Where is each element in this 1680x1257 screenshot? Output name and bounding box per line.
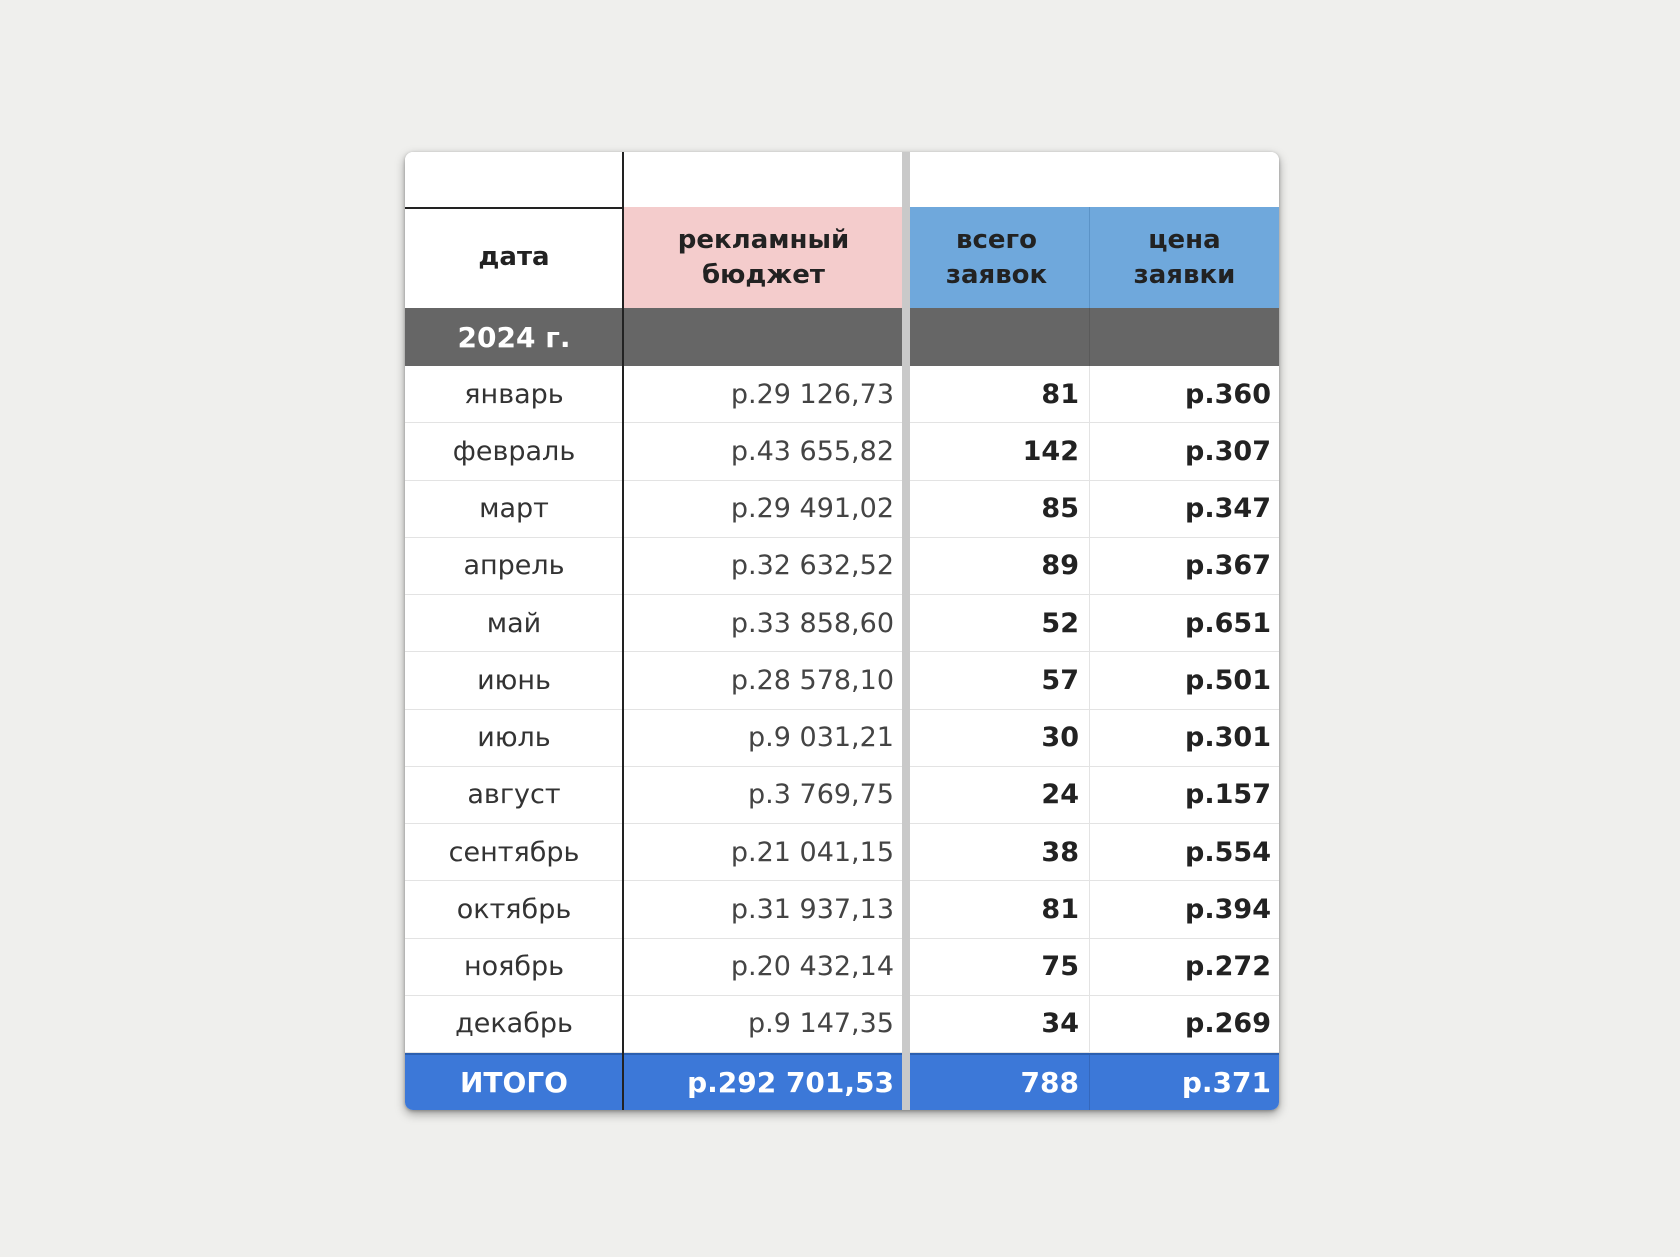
- budget-cell[interactable]: р.29 491,02: [730, 493, 894, 525]
- month-cell[interactable]: февраль: [452, 435, 576, 467]
- month-cell[interactable]: июль: [477, 722, 551, 754]
- table-row: [405, 481, 1279, 538]
- price-cell[interactable]: р.301: [1089, 710, 1279, 766]
- leads-cell[interactable]: 38: [1041, 836, 1079, 868]
- price-cell[interactable]: р.347: [1089, 481, 1279, 537]
- header-date-label: дата: [478, 242, 550, 272]
- month-cell[interactable]: март: [479, 493, 549, 525]
- table-row: [405, 767, 1279, 824]
- table-row: [405, 881, 1279, 938]
- header-date[interactable]: [405, 207, 623, 308]
- table-row: [405, 423, 1279, 480]
- price-cell[interactable]: р.651: [1089, 595, 1279, 651]
- price-cell[interactable]: р.360: [1089, 366, 1279, 422]
- header-leads[interactable]: [904, 207, 1089, 308]
- leads-cell[interactable]: 85: [1041, 493, 1079, 525]
- frozen-column-divider[interactable]: [902, 152, 910, 1110]
- price-cell[interactable]: р.394: [1089, 881, 1279, 937]
- price-cell[interactable]: р.272: [1089, 939, 1279, 995]
- header-budget-line1: рекламный: [677, 224, 850, 255]
- month-cell[interactable]: апрель: [463, 550, 565, 582]
- leads-cell[interactable]: 24: [1041, 779, 1079, 811]
- month-cell[interactable]: октябрь: [456, 893, 572, 925]
- total-price[interactable]: р.371: [1089, 1055, 1279, 1110]
- price-cell[interactable]: р.554: [1089, 824, 1279, 880]
- month-cell[interactable]: август: [467, 779, 561, 811]
- year-row-price-cell[interactable]: [1089, 308, 1279, 366]
- header-price-label: [1134, 223, 1236, 293]
- table-row: [405, 595, 1279, 652]
- budget-cell[interactable]: р.31 937,13: [730, 893, 894, 925]
- leads-cell[interactable]: 57: [1041, 664, 1079, 696]
- table-row: [405, 996, 1279, 1053]
- header-price[interactable]: [1089, 207, 1279, 308]
- month-cell[interactable]: ноябрь: [463, 951, 565, 983]
- header-row: [405, 207, 1279, 308]
- total-label[interactable]: ИТОГО: [460, 1066, 568, 1099]
- total-leads[interactable]: 788: [1020, 1066, 1079, 1099]
- price-cell[interactable]: р.367: [1089, 538, 1279, 594]
- price-cell[interactable]: р.157: [1089, 767, 1279, 823]
- header-budget[interactable]: [623, 207, 904, 308]
- spreadsheet-table: [405, 152, 1279, 1110]
- price-cell[interactable]: р.501: [1089, 652, 1279, 708]
- leads-cell[interactable]: 142: [1022, 435, 1079, 467]
- year-label[interactable]: 2024 г.: [457, 320, 571, 354]
- total-budget[interactable]: р.292 701,53: [687, 1066, 894, 1099]
- column-divider: [622, 152, 624, 1110]
- budget-cell[interactable]: р.33 858,60: [730, 607, 894, 639]
- month-cell[interactable]: июнь: [477, 664, 551, 696]
- budget-cell[interactable]: р.3 769,75: [748, 779, 894, 811]
- price-cell[interactable]: р.307: [1089, 423, 1279, 479]
- leads-cell[interactable]: 81: [1041, 378, 1079, 410]
- leads-cell[interactable]: 81: [1041, 893, 1079, 925]
- header-leads-label: [946, 223, 1047, 293]
- header-price-line2: заявки: [1133, 259, 1236, 290]
- budget-cell[interactable]: р.9 031,21: [748, 722, 894, 754]
- total-row: [405, 1053, 1279, 1110]
- leads-cell[interactable]: 30: [1041, 722, 1079, 754]
- header-budget-line2: бюджет: [701, 259, 825, 290]
- leads-cell[interactable]: 89: [1041, 550, 1079, 582]
- month-cell[interactable]: сентябрь: [448, 836, 580, 868]
- price-cell[interactable]: р.269: [1089, 996, 1279, 1052]
- month-cell[interactable]: май: [486, 607, 542, 639]
- header-price-line1: цена: [1148, 224, 1221, 255]
- budget-cell[interactable]: р.21 041,15: [730, 836, 894, 868]
- header-leads-line1: всего: [956, 224, 1037, 255]
- leads-cell[interactable]: 52: [1041, 607, 1079, 639]
- table-row: [405, 538, 1279, 595]
- budget-cell[interactable]: р.29 126,73: [730, 378, 894, 410]
- budget-cell[interactable]: р.9 147,35: [748, 1008, 894, 1040]
- budget-cell[interactable]: р.28 578,10: [730, 664, 894, 696]
- header-leads-line2: заявок: [945, 259, 1048, 290]
- month-cell[interactable]: январь: [464, 378, 564, 410]
- blank-top-row: [405, 152, 1279, 209]
- table-row: [405, 939, 1279, 996]
- table-row: [405, 652, 1279, 709]
- budget-cell[interactable]: р.43 655,82: [730, 435, 894, 467]
- month-cell[interactable]: декабрь: [455, 1008, 573, 1040]
- table-row: [405, 824, 1279, 881]
- table-row: [405, 366, 1279, 423]
- budget-cell[interactable]: р.20 432,14: [730, 951, 894, 983]
- leads-cell[interactable]: 34: [1041, 1008, 1079, 1040]
- year-row: [405, 308, 1279, 366]
- table-row: [405, 710, 1279, 767]
- budget-cell[interactable]: р.32 632,52: [730, 550, 894, 582]
- leads-cell[interactable]: 75: [1041, 951, 1079, 983]
- header-budget-label: [678, 223, 849, 293]
